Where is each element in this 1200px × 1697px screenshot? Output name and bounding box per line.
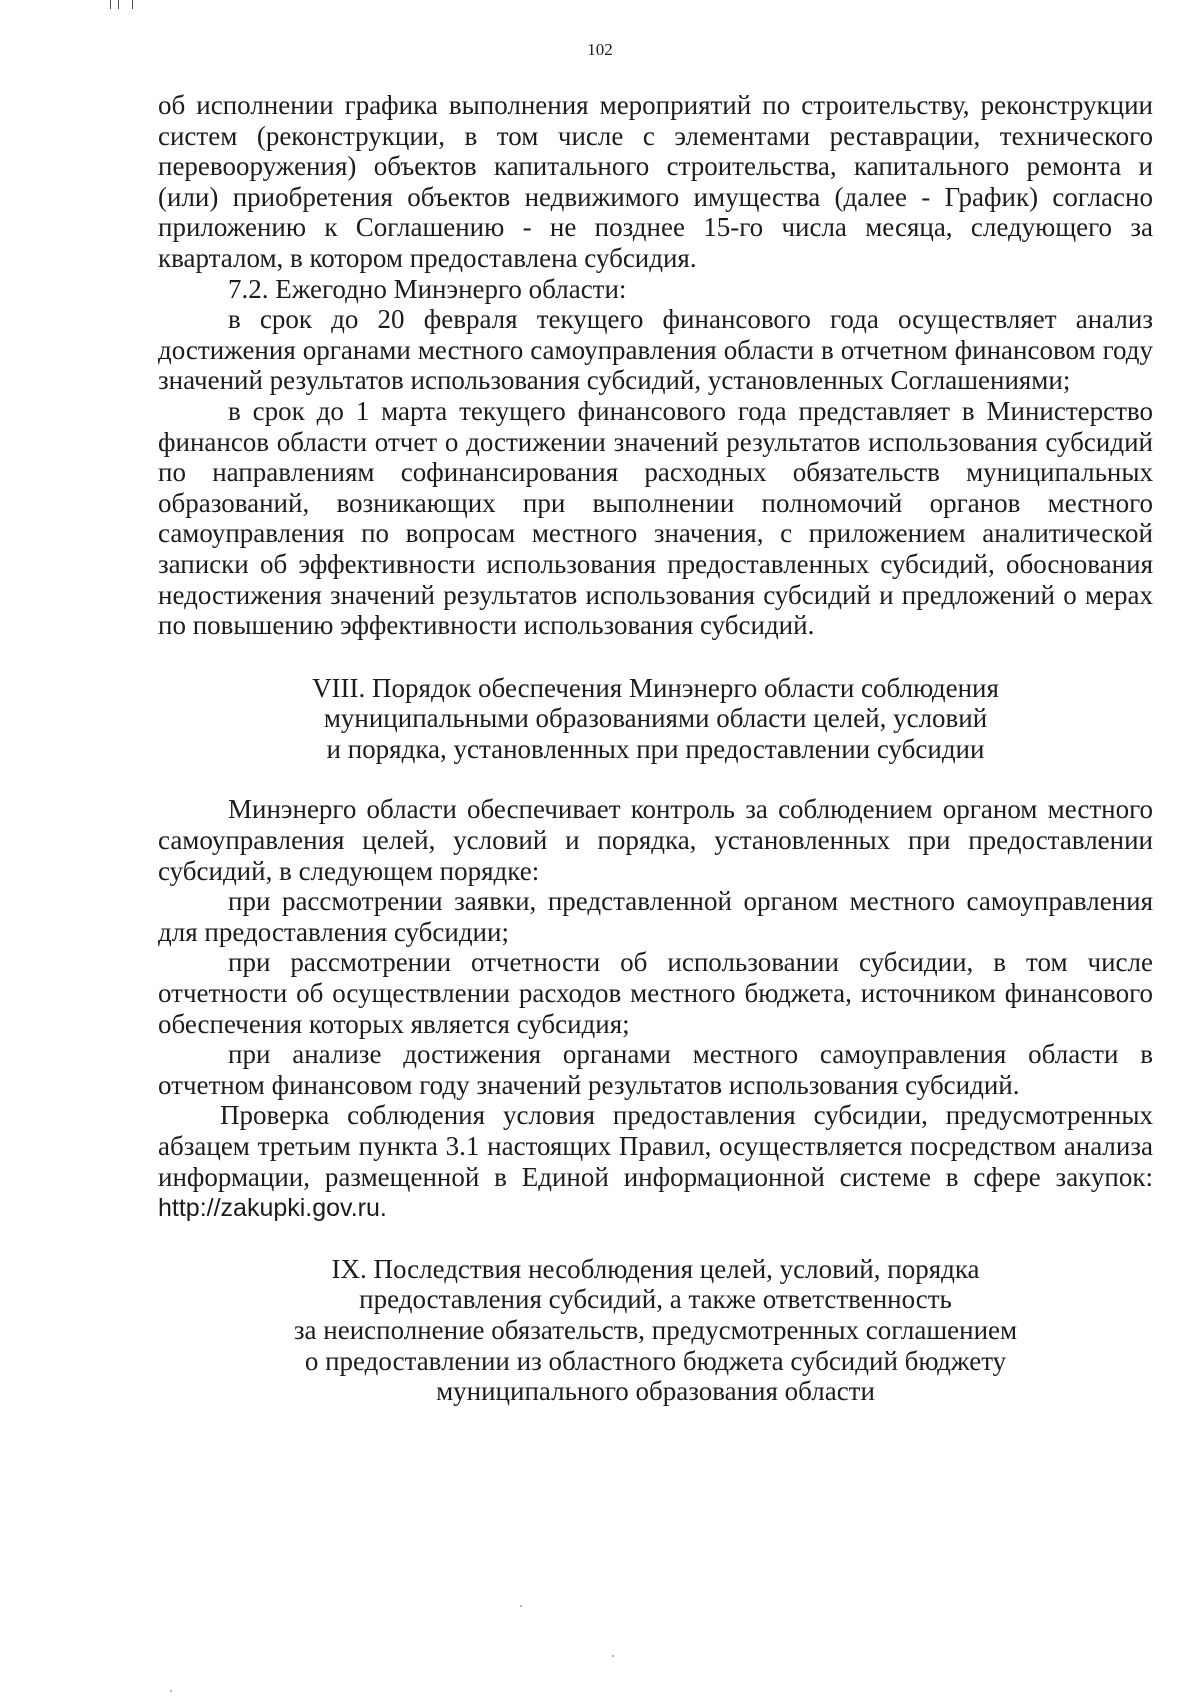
paragraph-application-review: при рассмотрении заявки, представленной органом местного самоуправления для предоставления субсидии; <box>158 886 1153 947</box>
section-9-heading <box>158 1254 1153 1407</box>
paragraph-reporting-review: при рассмотрении отчетности об использовании субсидии, в том числе отчетности об осуществлении расходов местного бюджета, источником финансового обеспечения которых является субсидия; <box>158 947 1153 1039</box>
section-8-heading-line: VIII. Порядок обеспечения Минэнерго области соблюдения <box>312 672 999 703</box>
section-9-heading-line: предоставления субсидий, а также ответственность <box>359 1284 952 1315</box>
page-number: 102 <box>587 40 613 59</box>
zakupki-url: http://zakupki.gov.ru. <box>158 1194 387 1223</box>
paragraph-schedule: об исполнении графика выполнения мероприятий по строительству, реконструкции систем (реконструкции, в том числе с элементами реставрации, технического перевооружения) объектов капитального строительства, капитального ремонта и (или) приобретения объектов недвижимого имущества (далее - График) согласно приложению к Соглашению - не позднее 15-го числа месяца, следующего за кварталом, в котором предоставлена субсидия. <box>158 90 1153 273</box>
section-8-heading-line: муниципальными образованиями области целей, условий <box>323 703 988 734</box>
paragraph-control: Минэнерго области обеспечивает контроль за соблюдением органом местного самоуправления целей, условий и порядка, установленных при предоставлении субсидий, в следующем порядке: <box>158 794 1153 886</box>
paragraph-verification <box>158 1100 1153 1223</box>
paragraph-7-2: 7.2. Ежегодно Минэнерго области: <box>228 273 627 304</box>
paragraph-mar-1: в срок до 1 марта текущего финансового года представляет в Министерство финансов области отчет о достижении значений результатов использования субсидий по направлениям софинансирования расходных обязательств муниципальных образований, возникающих при выполнении полномочий органов местного самоуправления по вопросам местного значения, с приложением аналитической записки об эффективности использования предоставленных субсидий, обоснования недостижения значений результатов использования субсидий и предложений о мерах по повышению эффективности использования субсидий. <box>158 395 1153 641</box>
section-8-heading <box>158 673 1153 765</box>
paragraph-feb-20: в срок до 20 февраля текущего финансового года осуществляет анализ достижения органами местного самоуправления области в отчетном финансовом году значений результатов использования субсидий, установленных Соглашениями; <box>158 304 1153 396</box>
section-9-heading-line: о предоставлении из областного бюджета субсидий бюджету <box>304 1345 1007 1376</box>
scan-speck <box>612 1655 614 1657</box>
section-9-heading-line: за неисполнение обязательств, предусмотренных соглашением <box>293 1314 1018 1345</box>
document-body <box>158 90 1153 1407</box>
paragraph-results-analysis: при анализе достижения органами местного самоуправления области в отчетном финансовом году значений результатов использования субсидий. <box>158 1039 1153 1100</box>
scan-speck <box>170 1690 172 1692</box>
scan-speck <box>520 1605 522 1607</box>
section-8-heading-line: и порядка, установленных при предоставлении субсидии <box>326 733 985 764</box>
paragraph-verification-text: Проверка соблюдения условия предоставления субсидии, предусмотренных абзацем третьим пункта 3.1 настоящих Правил, осуществляется посредством анализа информации, размещенной в Единой информационной системе в сфере закупок: <box>158 1100 1153 1192</box>
section-9-heading-line: IX. Последствия несоблюдения целей, условий, порядка <box>331 1253 980 1284</box>
section-9-heading-line: муниципального образования области <box>436 1376 875 1407</box>
scan-corner-marks <box>110 0 140 10</box>
